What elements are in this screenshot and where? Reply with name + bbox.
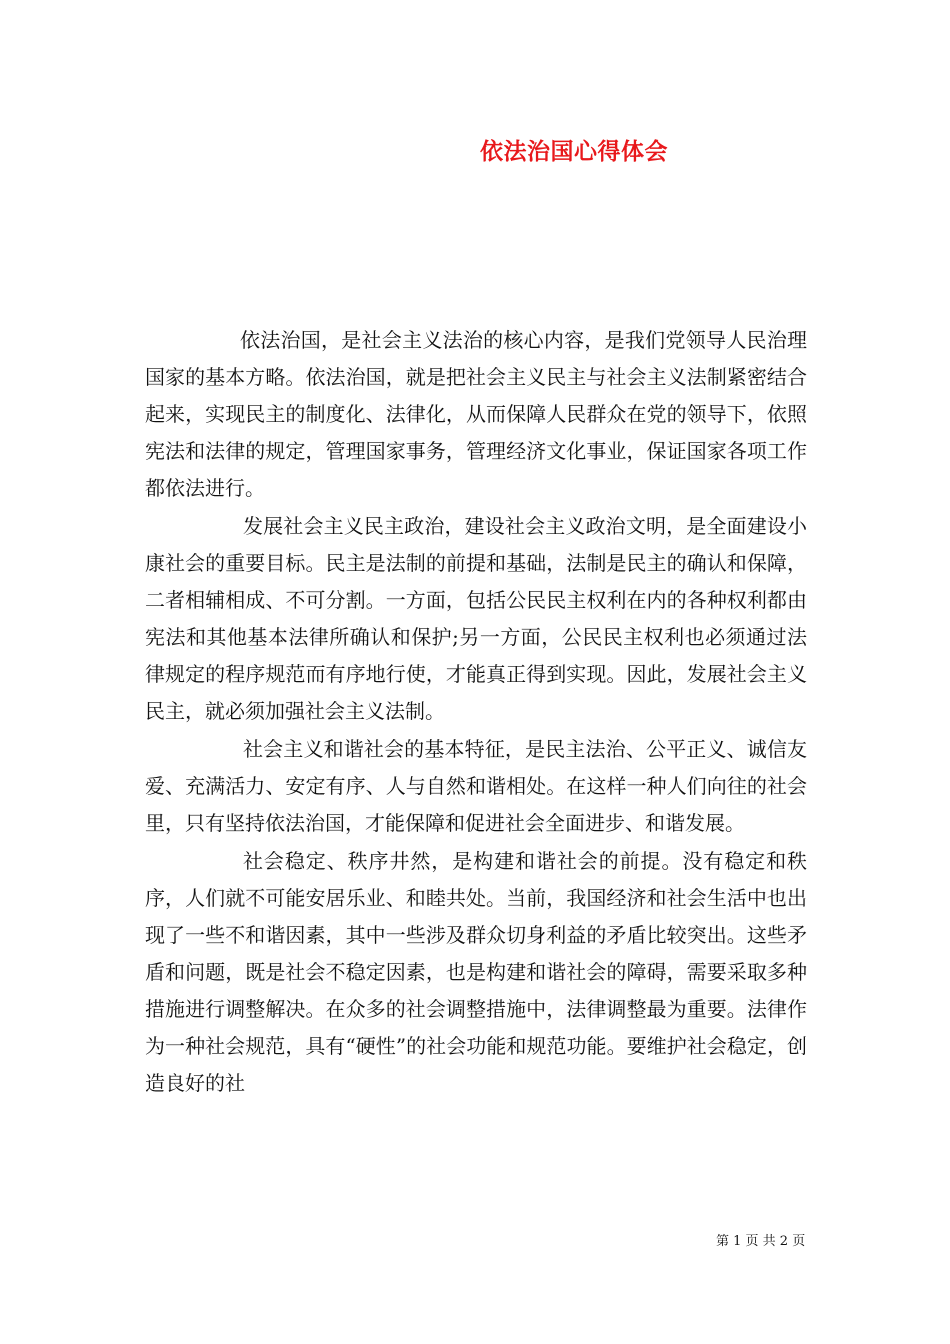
document-body — [145, 322, 807, 1102]
page-footer: 第 1 页 共 2 页 — [716, 1234, 806, 1249]
paragraph: 依法治国，是社会主义法治的核心内容，是我们党领导人民治理国家的基本方略。依法治国，就是把社会主义民主与社会主义法制紧密结合起来，实现民主的制度化、法律化，从而保障人民群众在党的领导下，依照宪法和法律的规定，管理国家事务，管理经济文化事业，保证国家各项工作都依法进行。 — [145, 328, 807, 500]
paragraph: 社会稳定、秩序井然，是构建和谐社会的前提。没有稳定和秩序，人们就不可能安居乐业、和睦共处。当前，我国经济和社会生活中也出现了一些不和谐因素，其中一些涉及群众切身利益的矛盾比较突出。这些矛盾和问题，既是社会不稳定因素，也是构建和谐社会的障碍，需要采取多种措施进行调整解决。在众多的社会调整措施中，法律调整最为重要。法律作为一种社会规范，具有“硬性”的社会功能和规范功能。要维护社会稳定，创造良好的社 — [145, 849, 807, 1095]
document-title: 依法治国心得体会 — [480, 138, 668, 165]
paragraph: 发展社会主义民主政治，建设社会主义政治文明，是全面建设小康社会的重要目标。民主是法制的前提和基础，法制是民主的确认和保障，二者相辅相成、不可分割。一方面，包括公民民主权利在内的各种权利都由宪法和其他基本法律所确认和保护;另一方面，公民民主权利也必须通过法律规定的程序规范而有序地行使，才能真正得到实现。因此，发展社会主义民主，就必须加强社会主义法制。 — [145, 514, 807, 723]
paragraph: 社会主义和谐社会的基本特征，是民主法治、公平正义、诚信友爱、充满活力、安定有序、人与自然和谐相处。在这样一种人们向往的社会里，只有坚持依法治国，才能保障和促进社会全面进步、和谐发展。 — [145, 737, 807, 835]
